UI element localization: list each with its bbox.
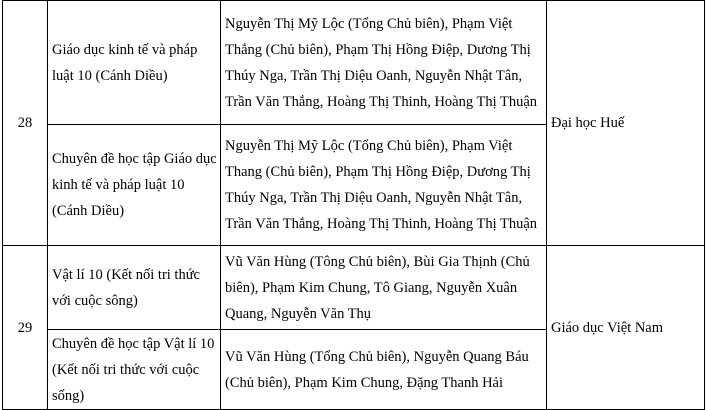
- book-authors-cell: [221, 1, 547, 125]
- table-row: [3, 246, 705, 330]
- book-title: Vật lí 10 (Kết nối tri thức với cuộc sông): [52, 266, 200, 309]
- book-authors-cell: [221, 246, 547, 330]
- row-number: 29: [17, 319, 33, 336]
- book-title-cell: [48, 246, 221, 330]
- book-title: Chuyên đề học tập Giáo dục kinh tế và pháp luật 10 (Cánh Diều): [52, 151, 217, 219]
- publisher: Giáo dục Việt Nam: [551, 319, 664, 336]
- book-title-cell: [48, 1, 221, 125]
- row-number-cell: [3, 1, 48, 246]
- book-title: Chuyên đề học tập Vật lí 10 (Kết nối tri thức với cuộc sống): [52, 335, 215, 404]
- book-title-cell: [48, 330, 221, 410]
- book-title: Giáo dục kinh tế và pháp luật 10 (Cánh Diều): [52, 41, 198, 84]
- book-authors-cell: [221, 125, 547, 246]
- table-row: [3, 1, 705, 125]
- publisher-cell: [547, 1, 705, 246]
- book-title-cell: [48, 125, 221, 246]
- publisher-cell: [547, 246, 705, 410]
- book-authors-cell: [221, 330, 547, 410]
- row-number-cell: [3, 246, 48, 410]
- book-authors: Nguyễn Thị Mỹ Lộc (Tổng Chủ biên), Phạm Việt Thang (Chủ biên), Phạm Thị Hồng Điệp, Dương Thị Thúy Nga, Trần Thị Diệu Oanh, Nguyễn Nhật Tân, Trần Văn Thắng, Hoàng Thị Thinh, Hoàng Thị Thuận: [225, 138, 538, 232]
- book-authors: Vũ Văn Hùng (Tông Chủ biên), Bùi Gia Thịnh (Chủ biên), Phạm Kim Chung, Tô Giang, Nguyễn Xuân Quang, Nguyễn Văn Thụ: [225, 253, 530, 322]
- textbook-table: [2, 0, 705, 410]
- row-number: 28: [17, 115, 33, 131]
- publisher: Đại học Huế: [551, 115, 625, 131]
- book-authors: Vũ Văn Hùng (Tổng Chủ biên), Nguyễn Quang Báu (Chủ biên), Phạm Kim Chung, Đặng Thanh Hải: [225, 348, 529, 391]
- book-authors: Nguyễn Thị Mỹ Lộc (Tổng Chủ biên), Phạm Việt Thắng (Chủ biên), Phạm Thị Hồng Điệp, Dương Thị Thúy Nga, Trần Thị Diệu Oanh, Nguyễn Nhật Tân, Trần Văn Thắng, Hoàng Thị Thinh, Hoàng Thị Thuận: [225, 15, 538, 110]
